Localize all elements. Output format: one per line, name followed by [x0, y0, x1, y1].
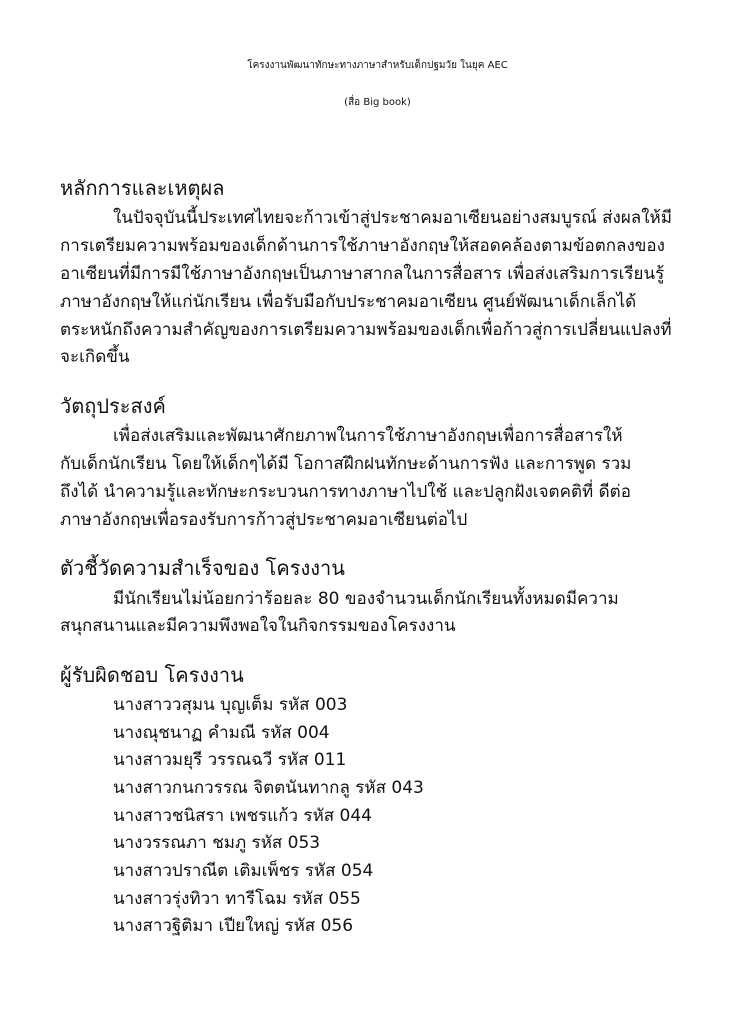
objectives-paragraph-line: ถึงได้ นำความรู้และทักษะกระบวนการทางภาษาไปใช้ และปลูกฝังเจตคติที่ ดีต่อ [60, 482, 631, 502]
responsible-member: นางสาววสุมน บุญเต็ม รหัส 003 [113, 695, 348, 715]
objectives-heading: วัตถุประสงค์ [60, 394, 166, 418]
objectives-paragraph-line: กับเด็กนักเรียน โดยให้เด็กๆได้มี โอกาสฝึกฝนทักษะด้านการฟัง และการพูด รวม [60, 454, 632, 474]
responsible-member: นางสาวปราณีต เติมเพ็ชร รหัส 054 [113, 861, 374, 881]
responsible-member: นางสาวรุ่งทิวา ทารีโฉม รหัส 055 [113, 889, 361, 909]
responsible-member: นางสาวฐิติมา เปียใหญ่ รหัส 056 [113, 916, 354, 936]
responsible-member: นางสาวมยุรี วรรณฉวี รหัส 011 [113, 750, 347, 770]
indicators-heading: ตัวชี้วัดความสำเร็จของ โครงงาน [60, 556, 345, 580]
responsible-member: นางณุชนาฏ คำมณี รหัส 004 [113, 723, 330, 743]
indicators-paragraph-line: มีนักเรียนไม่น้อยกว่าร้อยละ 80 ของจำนวนเด็กนักเรียนทั้งหมดมีความ [113, 589, 619, 609]
principles-paragraph-line: จะเกิดขึ้น [60, 347, 130, 367]
responsible-heading: ผู้รับผิดชอบ โครงงาน [60, 663, 244, 687]
principles-heading: หลักการและเหตุผล [60, 176, 225, 200]
principles-paragraph-line: การเตรียมความพร้อมของเด็กด้านการใช้ภาษาอังกฤษให้สอดคล้องตามข้อตกลงของ [60, 236, 665, 256]
principles-paragraph-line: ภาษาอังกฤษให้แก่นักเรียน เพื่อรับมือกับประชาคมอาเซียน ศูนย์พัฒนาเด็กเล็กได้ [60, 292, 637, 312]
objectives-paragraph-line: เพื่อส่งเสริมและพัฒนาศักยภาพในการใช้ภาษาอังกฤษเพื่อการสื่อสารให้ [113, 426, 623, 446]
document-title-line-2: (สื่อ Big book) [344, 97, 411, 108]
principles-paragraph-line: ในปัจจุบันนี้ประเทศไทยจะก้าวเข้าสู่ประชาคมอาเซียนอย่างสมบูรณ์ ส่งผลให้มี [113, 208, 672, 228]
principles-paragraph-line: ตระหนักถึงความสำคัญของการเตรียมความพร้อมของเด็กเพื่อก้าวสู่การเปลี่ยนแปลงที่ [60, 320, 672, 340]
principles-paragraph-line: อาเซียนที่มีการมีใช้ภาษาอังกฤษเป็นภาษาสากลในการสื่อสาร เพื่อส่งเสริมการเรียนรู้ [60, 264, 665, 284]
responsible-member: นางสาวกนกวรรณ จิตตนันทากลู รหัส 043 [113, 778, 424, 798]
indicators-paragraph-line: สนุกสนานและมีความพึงพอใจในกิจกรรมของโครงงาน [60, 616, 456, 636]
responsible-member: นางสาวชนิสรา เพชรแก้ว รหัส 044 [113, 806, 373, 826]
responsible-member: นางวรรณภา ชมภู รหัส 053 [113, 833, 321, 853]
objectives-paragraph-line: ภาษาอังกฤษเพื่อรองรับการก้าวสู่ประชาคมอาเซียนต่อไป [60, 510, 468, 530]
document-title-line-1: โครงงานพัฒนาทักษะทางภาษาสำหรับเด็กปฐมวัย ในยุค AEC [247, 60, 508, 71]
